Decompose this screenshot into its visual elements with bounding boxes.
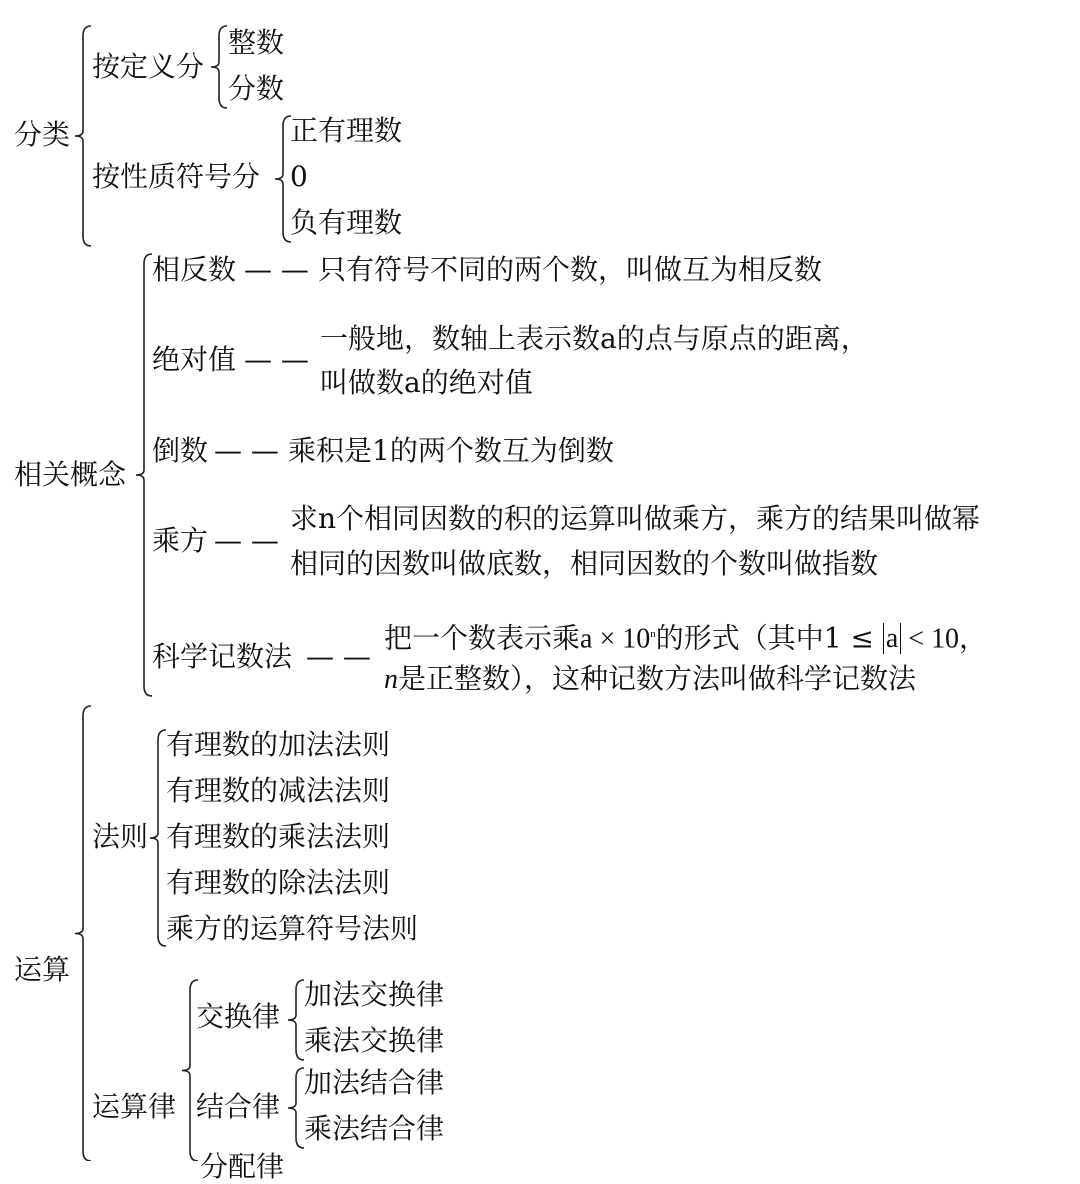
power-definition-line1: 求n个相同因数的积的运算叫做乘方，乘方的结果叫做幂	[290, 502, 981, 535]
concepts-brace	[136, 254, 152, 696]
scientific-definition-line1	[384, 617, 987, 656]
scientific-dash: — —	[306, 640, 371, 673]
rule-multiplication: 有理数的乘法法则	[166, 820, 391, 853]
scientific-formula-exponent: n	[650, 628, 656, 640]
rule-subtraction: 有理数的减法法则	[166, 774, 391, 807]
associative-label: 结合律	[196, 1090, 281, 1123]
absolute-dash: — —	[244, 343, 309, 376]
scientific-definition-line2	[384, 662, 916, 697]
reciprocal-definition: 乘积是1的两个数互为倒数	[288, 434, 614, 467]
opposite-term: 相反数	[152, 253, 237, 286]
opposite-dash: — —	[244, 253, 309, 286]
by-sign-label: 按性质符号分	[92, 160, 261, 193]
scientific-term: 科学记数法	[152, 640, 293, 673]
commutative-label: 交换律	[196, 1000, 281, 1033]
by-definition-label: 按定义分	[92, 50, 205, 83]
scientific-formula-base: a × 10	[580, 623, 651, 655]
negative-rational-item: 负有理数	[290, 206, 403, 239]
power-definition-line2: 相同的因数叫做底数，相同因数的个数叫做指数	[290, 547, 879, 580]
opposite-definition: 只有符号不同的两个数，叫做互为相反数	[318, 253, 823, 286]
commutative-brace	[288, 980, 304, 1060]
scientific-line2-rest: 是正整数），这种记数方法叫做科学记数法	[398, 662, 917, 695]
classification-label: 分类	[14, 118, 71, 151]
positive-rational-item: 正有理数	[290, 114, 403, 147]
rule-division: 有理数的除法法则	[166, 866, 391, 899]
rules-label: 法则	[92, 820, 149, 853]
reciprocal-term: 倒数	[152, 434, 209, 467]
integer-item: 整数	[228, 26, 285, 59]
power-dash: — —	[214, 524, 279, 557]
power-term: 乘方	[152, 524, 209, 557]
distributive-label: 分配律	[200, 1150, 285, 1183]
scientific-abs-a: a	[883, 623, 901, 654]
scientific-mid: 的形式（其中1 ≤	[655, 621, 883, 655]
by-definition-brace	[211, 26, 227, 108]
classification-brace	[75, 26, 91, 246]
associative-brace	[288, 1068, 304, 1148]
laws-label: 运算律	[92, 1090, 177, 1123]
scientific-prefix: 把一个数表示乘	[384, 621, 581, 655]
operations-brace	[75, 706, 91, 1161]
scientific-suffix: < 10，	[901, 623, 988, 655]
rules-brace	[150, 730, 166, 946]
operations-label: 运算	[14, 953, 71, 986]
zero-item: 0	[290, 160, 308, 193]
by-sign-brace	[275, 116, 291, 242]
fraction-item: 分数	[228, 72, 285, 105]
absolute-definition-line1: 一般地，数轴上表示数a的点与原点的距离，	[320, 322, 869, 355]
scientific-n-var: n	[384, 664, 398, 695]
multiplication-commutative: 乘法交换律	[304, 1024, 445, 1057]
addition-associative: 加法结合律	[304, 1066, 445, 1099]
reciprocal-dash: — —	[214, 434, 279, 467]
absolute-definition-line2: 叫做数a的绝对值	[320, 366, 533, 399]
multiplication-associative: 乘法结合律	[304, 1112, 445, 1145]
concepts-label: 相关概念	[14, 458, 127, 491]
rule-addition: 有理数的加法法则	[166, 728, 391, 761]
absolute-term: 绝对值	[152, 343, 237, 376]
addition-commutative: 加法交换律	[304, 978, 445, 1011]
rule-power-sign: 乘方的运算符号法则	[166, 912, 419, 945]
